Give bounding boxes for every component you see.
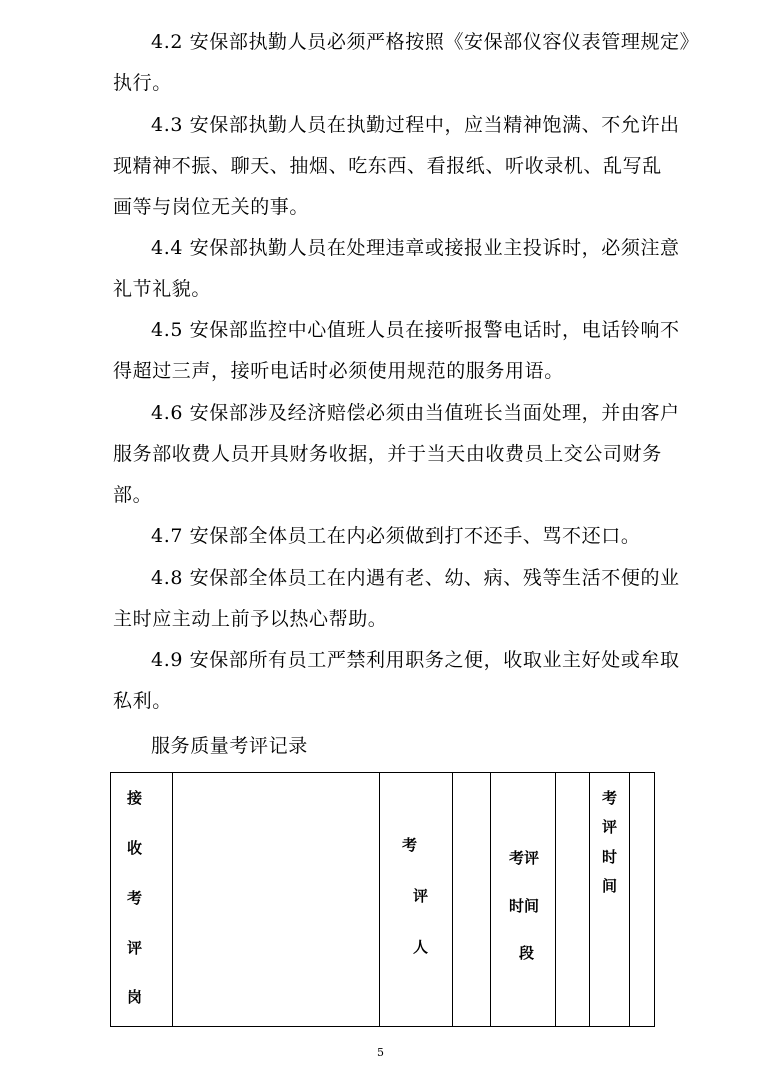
para-4-3-line-3: 画等与岗位无关的事。: [113, 196, 310, 218]
page-number: 5: [377, 1046, 384, 1059]
para-4-8-line-1: 4.8 安保部全体员工在内遇有老、幼、病、残等生活不便的业: [151, 567, 680, 589]
col5-line-3: 段: [519, 944, 535, 962]
col7-char-2: 评: [602, 818, 618, 836]
col5-line-2: 时间: [509, 897, 540, 915]
col7-char-3: 时: [602, 848, 618, 866]
para-4-5-line-2: 得超过三声，接听电话时必须使用规范的服务用语。: [113, 360, 564, 382]
para-4-4-line-1: 4.4 安保部执勤人员在处理违章或接报业主投诉时，必须注意: [151, 237, 680, 259]
para-4-9-line-2: 私利。: [113, 690, 172, 712]
para-4-3-line-2: 现精神不振、聊天、抽烟、吃东西、看报纸、听收录机、乱写乱: [113, 155, 662, 177]
evaluation-period-value-cell[interactable]: [556, 773, 590, 1027]
para-4-7-line-1: 4.7 安保部全体员工在内必须做到打不还手、骂不还口。: [151, 525, 641, 547]
receiving-post-value-cell[interactable]: [173, 773, 380, 1027]
col1-char-1: 接: [127, 789, 143, 807]
para-4-4-line-2: 礼节礼貌。: [113, 278, 212, 300]
para-4-6-line-3: 部。: [113, 484, 153, 506]
evaluation-record-table: [110, 772, 655, 1027]
evaluator-value-cell[interactable]: [453, 773, 491, 1027]
para-4-2-line-1: 4.2 安保部执勤人员必须严格按照《安保部仪容仪表管理规定》: [151, 31, 700, 53]
para-4-9-line-1: 4.9 安保部所有员工严禁利用职务之便，收取业主好处或牟取: [151, 649, 680, 671]
col1-char-4: 评: [127, 939, 143, 957]
evaluation-time-value-cell[interactable]: [630, 773, 655, 1027]
col3-char-1: 考: [402, 836, 418, 854]
para-4-3-line-1: 4.3 安保部执勤人员在执勤过程中，应当精神饱满、不允许出: [151, 114, 680, 136]
col-receiving-post-label: [111, 773, 173, 1027]
col1-char-3: 考: [127, 889, 143, 907]
para-4-6-line-1: 4.6 安保部涉及经济赔偿必须由当值班长当面处理，并由客户: [151, 402, 680, 424]
col3-char-3: 人: [413, 938, 429, 956]
col-evaluation-time-label: [590, 773, 630, 1027]
col-evaluator-label: [380, 773, 453, 1027]
col1-char-5: 岗: [127, 988, 143, 1006]
para-4-5-line-1: 4.5 安保部监控中心值班人员在接听报警电话时，电话铃响不: [151, 319, 680, 341]
col3-char-2: 评: [413, 887, 429, 905]
col1-char-2: 收: [127, 839, 143, 857]
para-4-6-line-2: 服务部收费人员开具财务收据，并于当天由收费员上交公司财务: [113, 443, 662, 465]
para-4-2-line-2: 执行。: [113, 72, 172, 94]
record-heading: 服务质量考评记录: [151, 735, 308, 757]
col5-line-1: 考评: [509, 849, 540, 867]
para-4-8-line-2: 主时应主动上前予以热心帮助。: [113, 608, 388, 630]
col-evaluation-period-label: [491, 773, 556, 1027]
col7-char-4: 间: [602, 877, 618, 895]
col7-char-1: 考: [602, 789, 618, 807]
